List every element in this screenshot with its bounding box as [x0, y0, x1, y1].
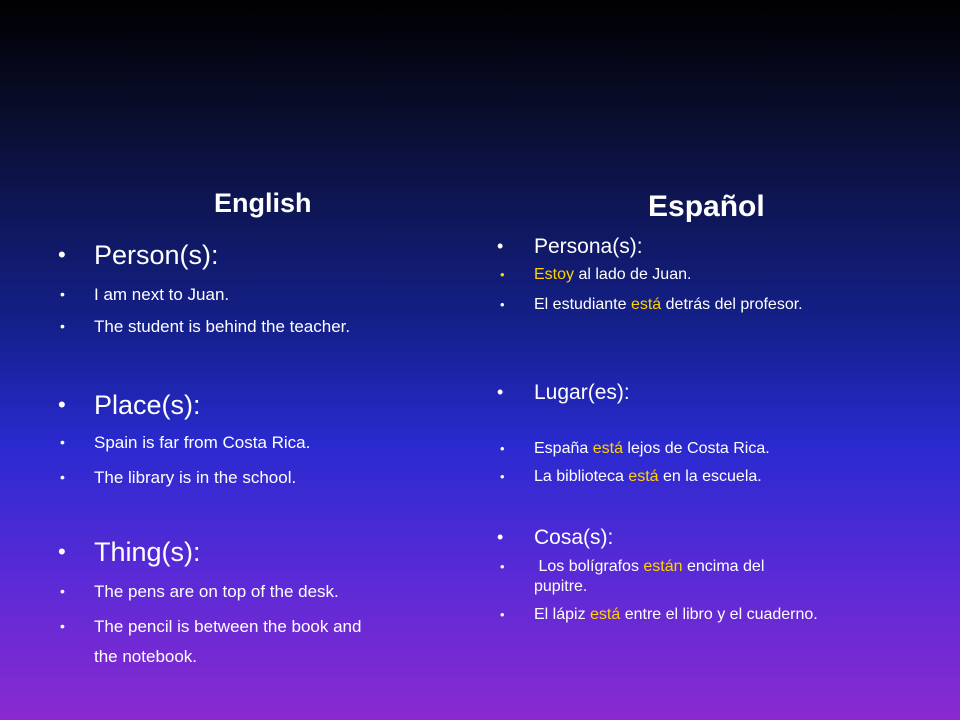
english-sentence: The pens are on top of the desk.	[94, 582, 339, 601]
sentence-rest: entre el libro y el cuaderno.	[620, 606, 818, 623]
sentence-start: El estudiante	[534, 296, 631, 313]
bullet-icon: •	[500, 469, 505, 484]
bullet-icon: •	[58, 392, 66, 417]
sentence-start: La biblioteca	[534, 468, 629, 485]
english-sentence: I am next to Juan.	[94, 285, 230, 304]
bullet-icon: •	[60, 318, 65, 334]
bullet-icon: •	[497, 527, 504, 547]
spanish-sentence	[534, 558, 764, 576]
verb-highlight: Estoy	[534, 266, 575, 283]
spanish-sentence	[534, 606, 818, 624]
bullet-icon: •	[500, 607, 505, 622]
sentence-rest: en la escuela.	[658, 468, 762, 485]
sentence-rest: detrás del profesor.	[661, 296, 803, 313]
spanish-sentence	[534, 440, 770, 458]
bullet-icon: •	[500, 297, 505, 312]
verb-highlight: está	[590, 606, 621, 623]
bullet-icon: •	[497, 382, 504, 402]
verb-highlight: está	[630, 296, 662, 313]
cosa-label: Cosa(s):	[534, 526, 614, 549]
english-sentence: Spain is far from Costa Rica.	[94, 433, 311, 452]
bullet-icon: •	[60, 286, 65, 302]
sentence-start: España	[534, 440, 593, 457]
sentence-start: Los bolígrafos	[534, 558, 644, 575]
spanish-sentence-continued: pupitre.	[534, 578, 588, 595]
sentence-start: El lápiz	[534, 606, 591, 623]
verb-highlight: están	[643, 558, 683, 575]
verb-highlight: está	[592, 440, 623, 457]
bullet-icon: •	[500, 441, 505, 456]
bullet-icon: •	[60, 434, 65, 450]
english-sentence: The student is behind the teacher.	[94, 317, 351, 336]
sentence-rest: al lado de Juan.	[574, 266, 692, 283]
sentence-rest: lejos de Costa Rica.	[622, 440, 770, 457]
bullet-icon: •	[500, 267, 505, 282]
english-sentence-continued: the notebook.	[94, 647, 198, 666]
bullet-icon: •	[497, 236, 504, 256]
english-sentence: The library is in the school.	[94, 468, 297, 487]
bullet-icon: •	[58, 242, 66, 267]
bullet-icon: •	[60, 583, 65, 599]
espanol-heading: Español	[648, 190, 765, 223]
bullet-icon: •	[60, 469, 65, 485]
persona-label: Persona(s):	[534, 235, 643, 258]
verb-highlight: está	[628, 468, 659, 485]
place-label: Place(s):	[94, 390, 201, 420]
spanish-sentence	[534, 468, 762, 486]
bullet-icon: •	[500, 559, 505, 574]
thing-label: Thing(s):	[94, 537, 201, 567]
lugar-label: Lugar(es):	[534, 381, 630, 404]
english-heading: English	[214, 188, 312, 218]
sentence-rest: encima del	[682, 558, 765, 575]
person-label: Person(s):	[94, 240, 219, 270]
bullet-icon: •	[58, 539, 66, 564]
spanish-sentence	[534, 266, 691, 284]
spanish-sentence	[534, 296, 803, 314]
bullet-icon: •	[60, 618, 65, 634]
english-sentence: The pencil is between the book and	[94, 617, 362, 636]
